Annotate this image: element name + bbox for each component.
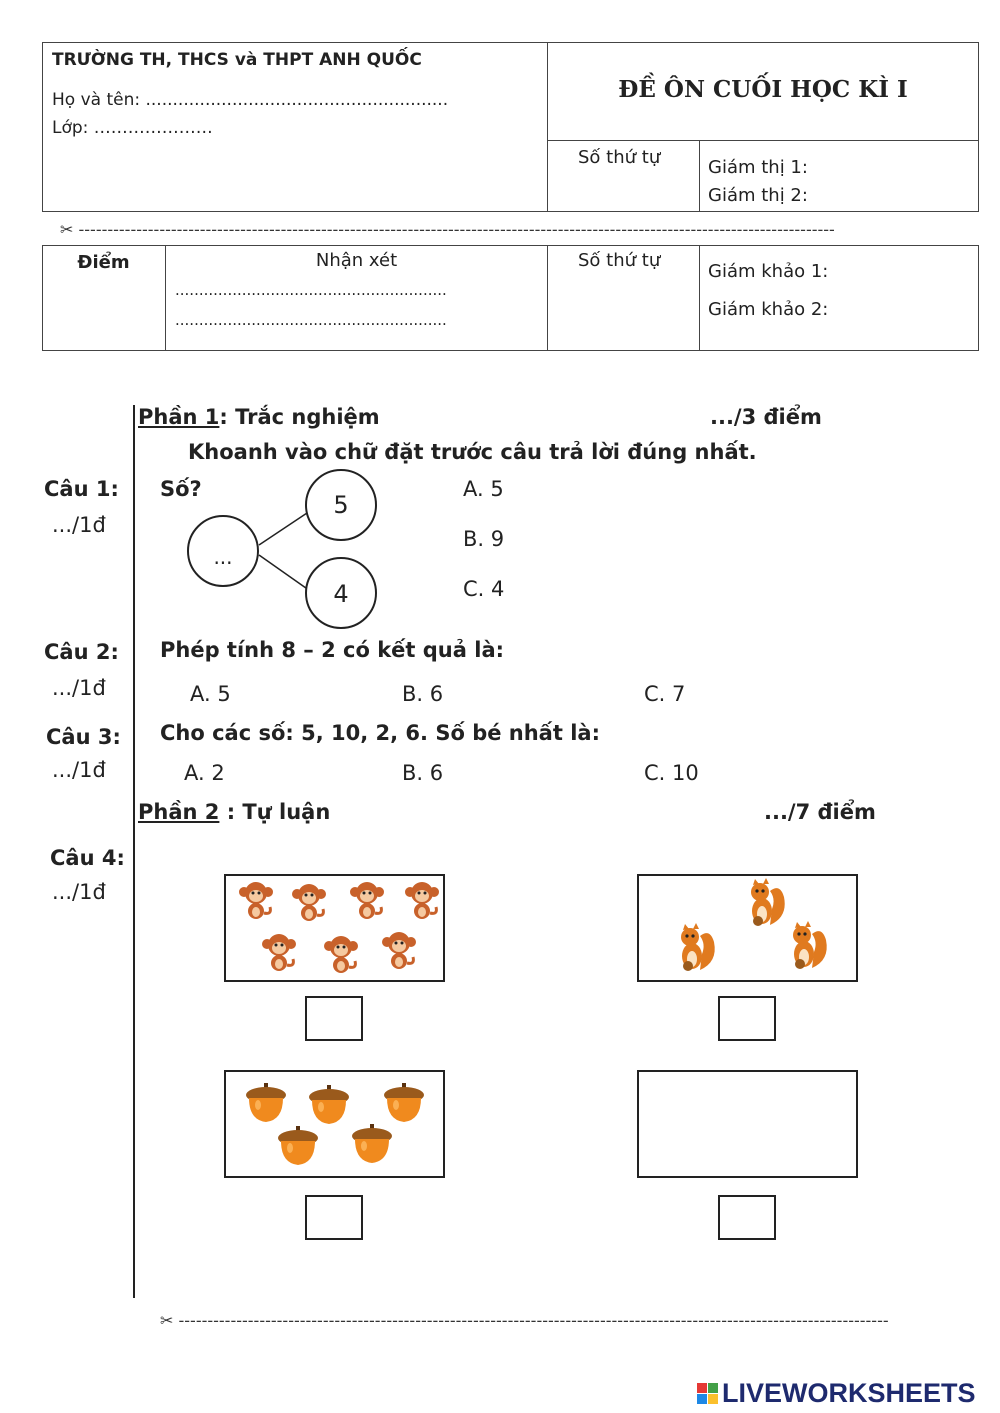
q3-label: Câu 3: (46, 725, 121, 749)
squirrel-icon (742, 877, 788, 933)
part1-points: .../3 điểm (710, 405, 822, 429)
liveworksheets-logo (697, 1378, 976, 1409)
school-name: TRƯỜNG TH, THCS và THPT ANH QUỐC (52, 50, 422, 70)
monkey-icon (290, 882, 328, 926)
monkey-icon (380, 930, 418, 974)
cut-line-bottom: ✂ --------------------------------------------------------------------------------------------------------------------------- (160, 1311, 889, 1330)
q1-option-a[interactable]: A. 5 (463, 477, 504, 501)
liveworksheets-logo-text: LIVEWORKSHEETS (722, 1378, 976, 1408)
class-field[interactable]: Lớp: ………………… (52, 118, 213, 138)
acorn-count-answer-box[interactable] (305, 1195, 363, 1240)
q2-prompt: Phép tính 8 – 2 có kết quả là: (160, 638, 505, 662)
monkey-icon (348, 880, 386, 924)
number-bond-whole[interactable]: ... (213, 545, 233, 569)
q4-score: .../1đ (52, 880, 106, 904)
header-row-divider (547, 140, 979, 141)
acorn-icon (307, 1085, 351, 1129)
proctor-1-label: Giám thị 1: (708, 157, 808, 178)
part1-title-prefix: Phần 1 (138, 405, 220, 429)
order-number-label: Số thứ tự (578, 147, 661, 168)
part2-points: .../7 điểm (764, 800, 876, 824)
acorn-icon (350, 1124, 394, 1168)
score-label: Điểm (77, 252, 130, 273)
empty-count-answer-box[interactable] (718, 1195, 776, 1240)
grading-order-label: Số thứ tự (578, 250, 661, 271)
number-bond-part-bottom: 4 (333, 580, 349, 608)
q3-prompt: Cho các số: 5, 10, 2, 6. Số bé nhất là: (160, 721, 600, 745)
monkey-count-answer-box[interactable] (305, 996, 363, 1041)
cut-line-top: ✂ ----------------------------------------------------------------------------------------------------------------------------------- (60, 220, 835, 239)
liveworksheets-logo-icon (697, 1383, 718, 1404)
monkey-icon (237, 880, 275, 924)
part1-instruction: Khoanh vào chữ đặt trước câu trả lời đúng nhất. (188, 440, 757, 464)
monkey-icon (403, 880, 441, 924)
q3-option-b[interactable]: B. 6 (402, 761, 444, 785)
q1-option-c[interactable]: C. 4 (463, 577, 505, 601)
number-bond-part-top: 5 (333, 491, 349, 519)
squirrel-icon (672, 922, 718, 978)
comment-label: Nhận xét (315, 250, 398, 271)
monkey-icon (260, 932, 298, 976)
q3-option-a[interactable]: A. 2 (184, 761, 225, 785)
part1-title-rest: : Trắc nghiệm (219, 405, 380, 429)
q4-label: Câu 4: (50, 846, 125, 870)
part2-title-rest: : Tự luận (219, 800, 331, 824)
q3-score: .../1đ (52, 758, 106, 782)
comment-line-1[interactable]: ......................................................... (175, 281, 447, 299)
q2-score: .../1đ (52, 676, 106, 700)
q1-label: Câu 1: (44, 477, 119, 501)
part2-title (138, 800, 330, 824)
q1-prompt: Số? (160, 477, 202, 501)
squirrel-icon (784, 920, 830, 976)
examiner-2-label: Giám khảo 2: (708, 299, 829, 320)
acorn-icon (276, 1126, 320, 1170)
q3-option-c[interactable]: C. 10 (644, 761, 699, 785)
empty-picture-frame[interactable] (637, 1070, 858, 1178)
student-name-field[interactable]: Họ và tên: ........................................................ (52, 90, 449, 110)
comment-line-2[interactable]: ......................................................... (175, 311, 447, 329)
header-divider (547, 42, 548, 212)
squirrel-count-answer-box[interactable] (718, 996, 776, 1041)
proctor-2-label: Giám thị 2: (708, 185, 808, 206)
q2-option-b[interactable]: B. 6 (402, 682, 444, 706)
part1-title (138, 405, 380, 429)
header-subdivider (699, 140, 700, 212)
grading-col3 (699, 245, 700, 351)
grading-col2 (547, 245, 548, 351)
q1-option-b[interactable]: B. 9 (463, 527, 505, 551)
q1-score: .../1đ (52, 513, 106, 537)
exam-title: ĐỀ ÔN CUỐI HỌC KÌ I (618, 76, 908, 103)
acorn-icon (382, 1083, 426, 1127)
q2-option-c[interactable]: C. 7 (644, 682, 686, 706)
margin-line (133, 405, 135, 1298)
examiner-1-label: Giám khảo 1: (708, 261, 829, 282)
acorn-icon (244, 1083, 288, 1127)
q2-option-a[interactable]: A. 5 (190, 682, 231, 706)
q2-label: Câu 2: (44, 640, 119, 664)
part2-title-prefix: Phần 2 (138, 800, 220, 824)
monkey-icon (322, 934, 360, 978)
